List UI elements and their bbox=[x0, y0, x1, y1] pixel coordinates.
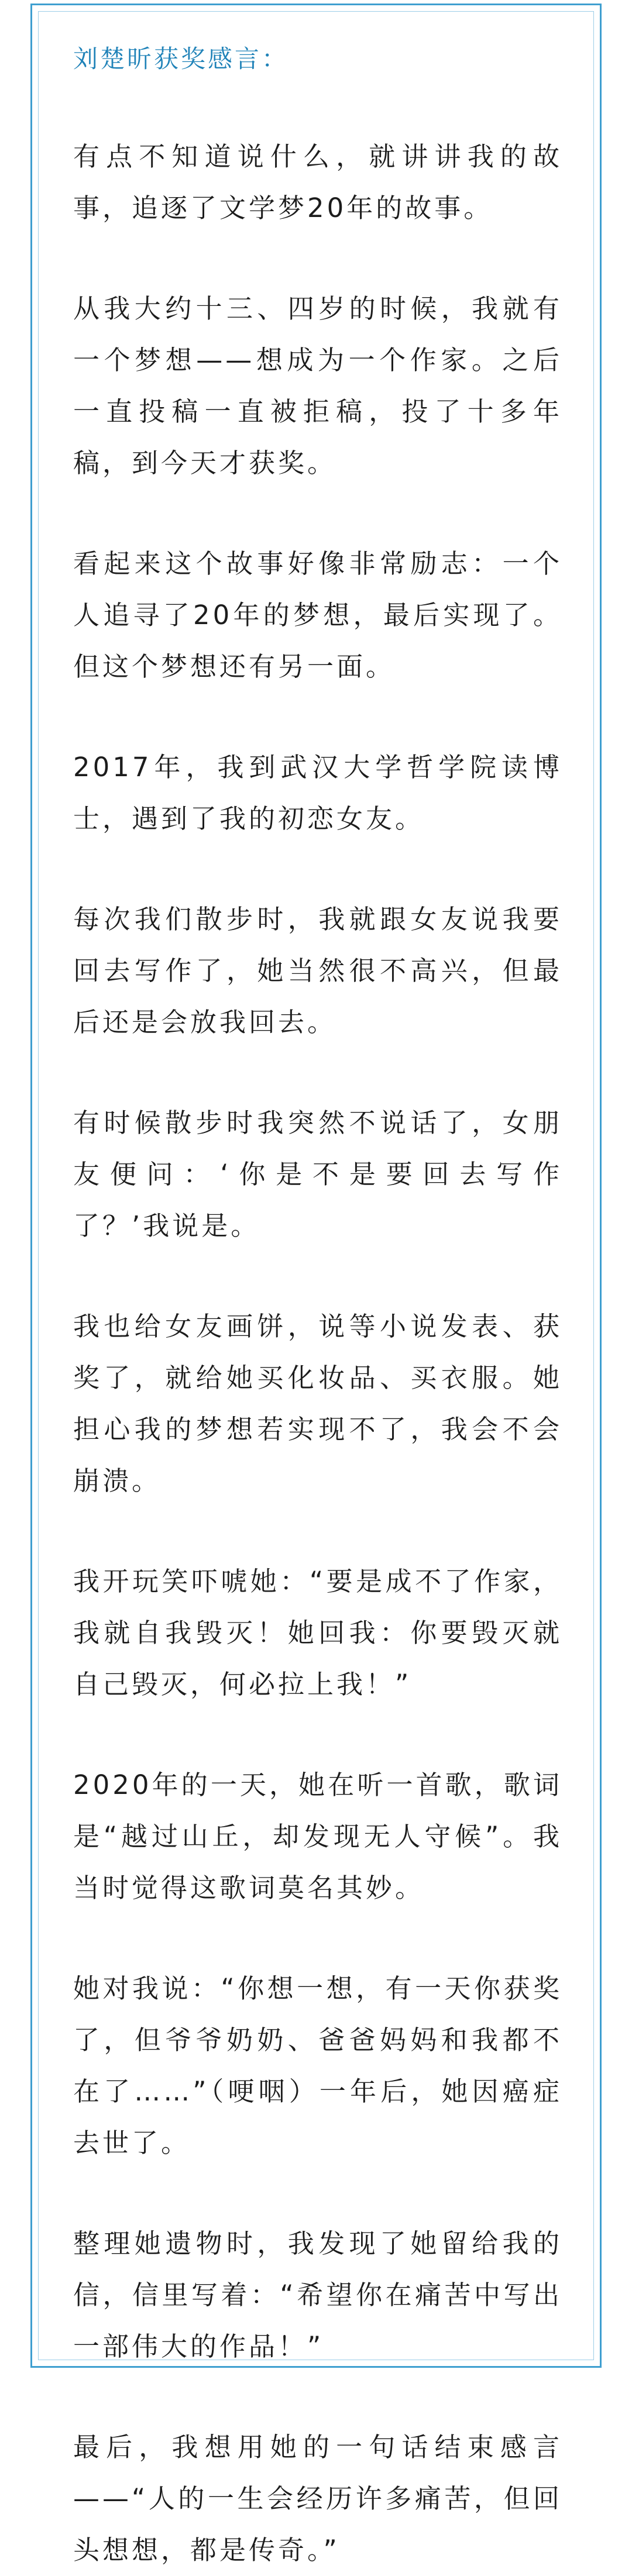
paragraph-10: 她对我说：“你想一想，有一天你获奖了，但爷爷奶奶、爸爸妈妈和我都不在了……”（哽咽）一年后，她因癌症去世了。 bbox=[73, 1973, 562, 2158]
article-frame bbox=[30, 4, 602, 2565]
paragraph-6: 有时候散步时我突然不说话了，女朋友便问：‘你是不是要回去写作了？’我说是。 bbox=[73, 1107, 562, 1241]
paragraph-7: 我也给女友画饼，说等小说发表、获奖了，就给她买化妆品、买衣服。她担心我的梦想若实现不了，我会不会崩溃。 bbox=[73, 1311, 562, 1496]
article-title: 刘楚昕获奖感言： bbox=[73, 44, 289, 73]
paragraph-8: 我开玩笑吓唬她：“要是成不了作家，我就自我毁灭！她回我：你要毁灭就自己毁灭，何必拉上我！” bbox=[73, 1566, 562, 1700]
paragraph-4: 2017年，我到武汉大学哲学院读博士，遇到了我的初恋女友。 bbox=[73, 752, 562, 834]
paragraph-5: 每次我们散步时，我就跟女友说我要回去写作了，她当然很不高兴，但最后还是会放我回去。 bbox=[73, 904, 562, 1038]
paragraph-3: 看起来这个故事好像非常励志：一个人追寻了20年的梦想，最后实现了。但这个梦想还有另一面。 bbox=[73, 548, 562, 682]
paragraph-11: 整理她遗物时，我发现了她留给我的信，信里写着：“希望你在痛苦中写出一部伟大的作品！” bbox=[73, 2228, 562, 2362]
paragraph-12: 最后，我想用她的一句话结束感言——“人的一生会经历许多痛苦，但回头想想，都是传奇。” bbox=[73, 2432, 562, 2565]
article-content bbox=[73, 37, 562, 2576]
paragraph-2: 从我大约十三、四岁的时候，我就有一个梦想——想成为一个作家。之后一直投稿一直被拒稿，投了十多年稿，到今天才获奖。 bbox=[73, 293, 562, 478]
paragraph-9: 2020年的一天，她在听一首歌，歌词是“越过山丘，却发现无人守候”。我当时觉得这歌词莫名其妙。 bbox=[73, 1769, 562, 1903]
paragraph-1: 有点不知道说什么，就讲讲我的故事，追逐了文学梦20年的故事。 bbox=[73, 141, 562, 223]
